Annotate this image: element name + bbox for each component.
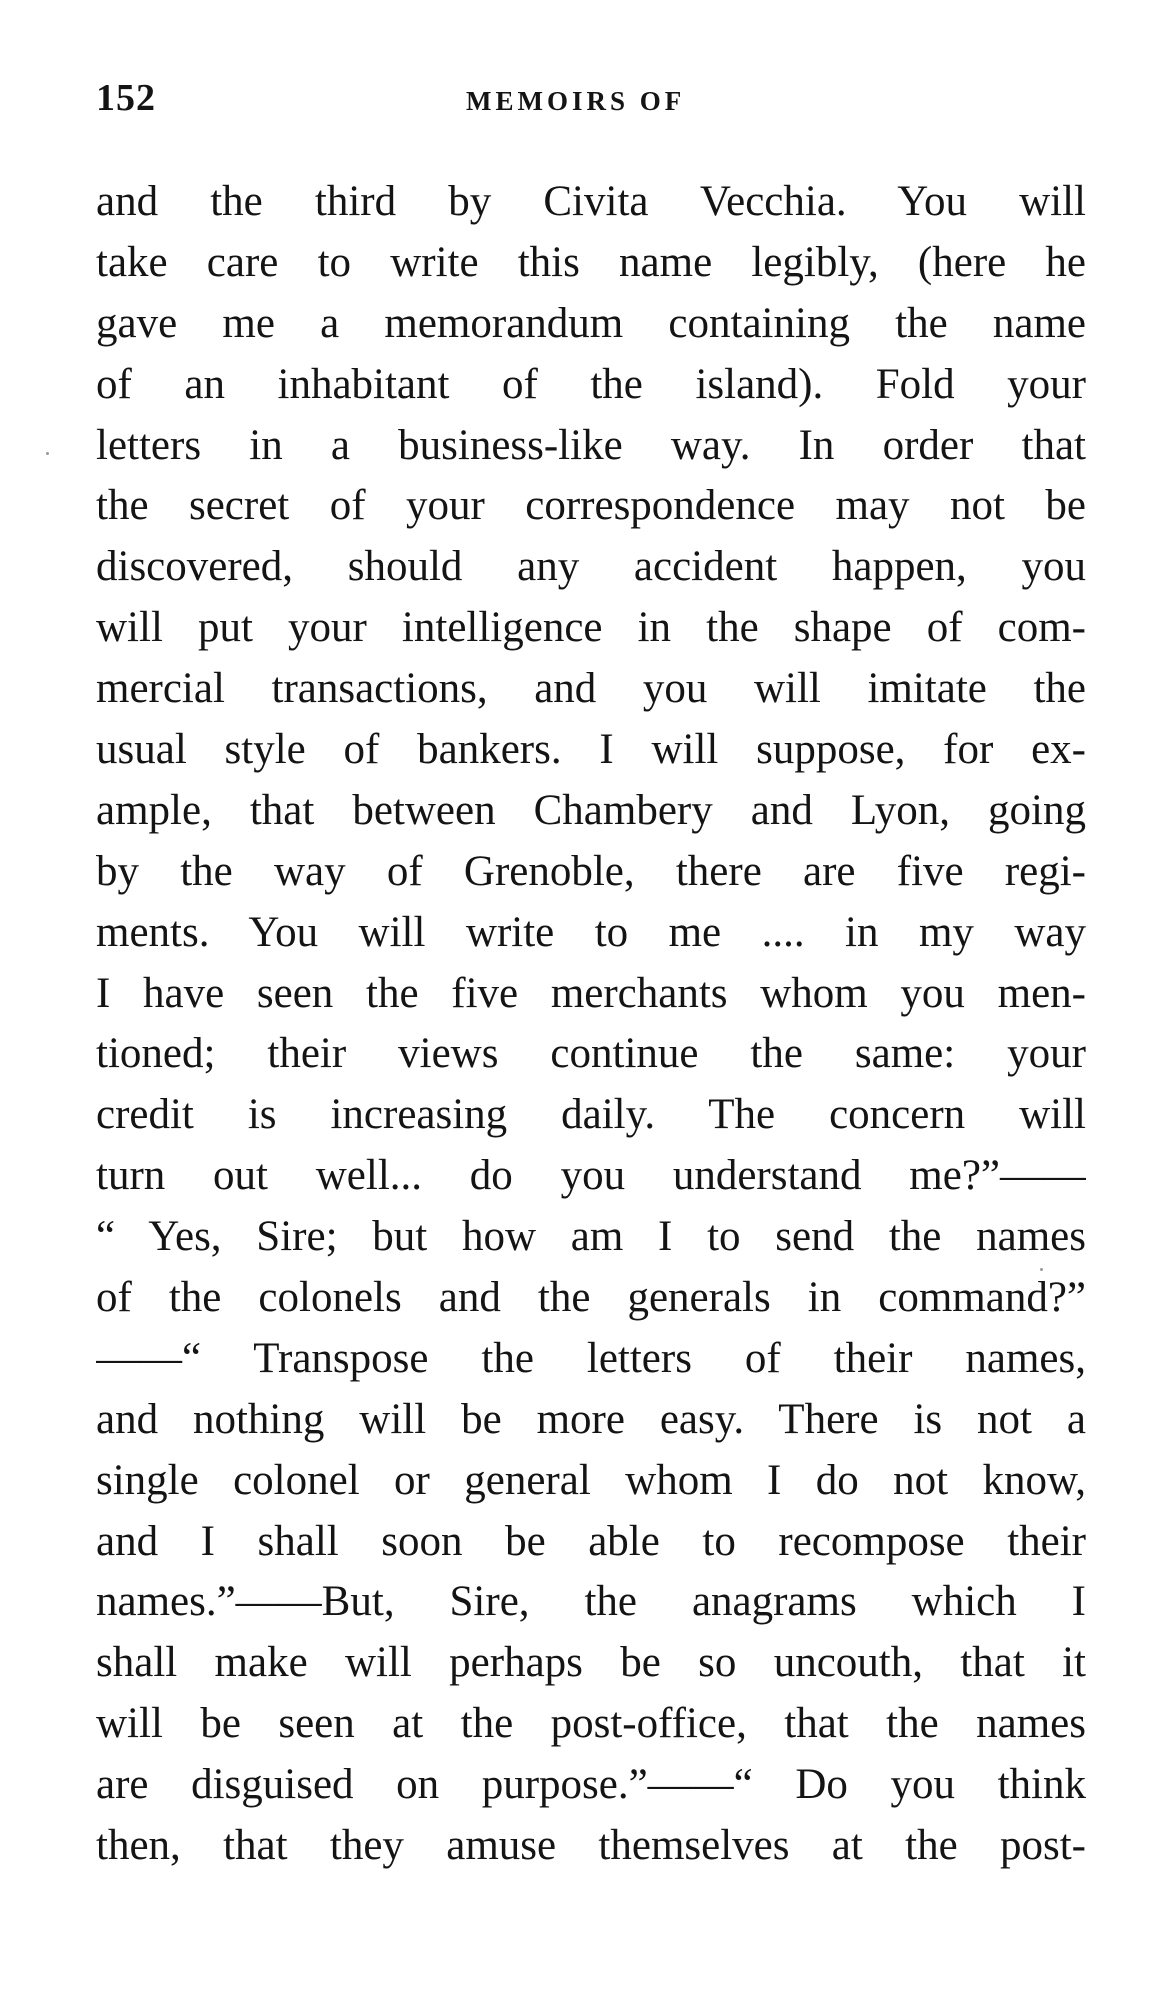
text-line: turn out well... do you understand me?”—— <box>96 1152 1086 1200</box>
paper-speck <box>46 452 49 455</box>
text-line: credit is increasing daily. The concern will <box>96 1091 1086 1139</box>
text-line: of the colonels and the generals in command?” <box>96 1274 1086 1322</box>
text-line: then, that they amuse themselves at the post- <box>96 1822 1086 1870</box>
text-line: the secret of your correspondence may not be <box>96 482 1086 530</box>
text-line: are disguised on purpose.”——“ Do you think <box>96 1761 1086 1809</box>
text-line: of an inhabitant of the island). Fold your <box>96 360 1086 408</box>
text-line: usual style of bankers. I will suppose, for ex- <box>96 726 1086 774</box>
text-line: ample, that between Chambery and Lyon, going <box>96 786 1086 834</box>
text-line: discovered, should any accident happen, you <box>96 543 1086 591</box>
text-line: mercial transactions, and you will imitate the <box>96 665 1086 713</box>
running-head: MEMOIRS OF <box>466 86 686 116</box>
text-line: will put your intelligence in the shape of com- <box>96 604 1086 652</box>
text-line: shall make will perhaps be so uncouth, that it <box>96 1639 1086 1687</box>
text-line: I have seen the five merchants whom you men- <box>96 969 1086 1017</box>
text-line: single colonel or general whom I do not know, <box>96 1456 1086 1504</box>
text-line: and nothing will be more easy. There is not a <box>96 1395 1086 1443</box>
body-text <box>96 172 1086 1877</box>
paper-speck <box>1040 1268 1043 1271</box>
text-line: and the third by Civita Vecchia. You will <box>96 178 1086 225</box>
text-line: and I shall soon be able to recompose their <box>96 1517 1086 1565</box>
text-line: by the way of Grenoble, there are five regi- <box>96 847 1086 895</box>
text-line: ——“ Transpose the letters of their names, <box>96 1334 1086 1382</box>
text-line: letters in a business-like way. In order that <box>96 421 1086 469</box>
text-line: take care to write this name legibly, (here he <box>96 238 1086 286</box>
text-line: will be seen at the post-office, that the names <box>96 1700 1086 1748</box>
page-header <box>96 76 1086 126</box>
text-line: ments. You will write to me .... in my way <box>96 908 1086 956</box>
text-line: tioned; their views continue the same: your <box>96 1030 1086 1078</box>
page-number: 152 <box>96 77 156 119</box>
text-line: “ Yes, Sire; but how am I to send the names <box>96 1213 1086 1261</box>
text-line: names.”——But, Sire, the anagrams which I <box>96 1578 1086 1626</box>
text-line: gave me a memorandum containing the name <box>96 299 1086 347</box>
